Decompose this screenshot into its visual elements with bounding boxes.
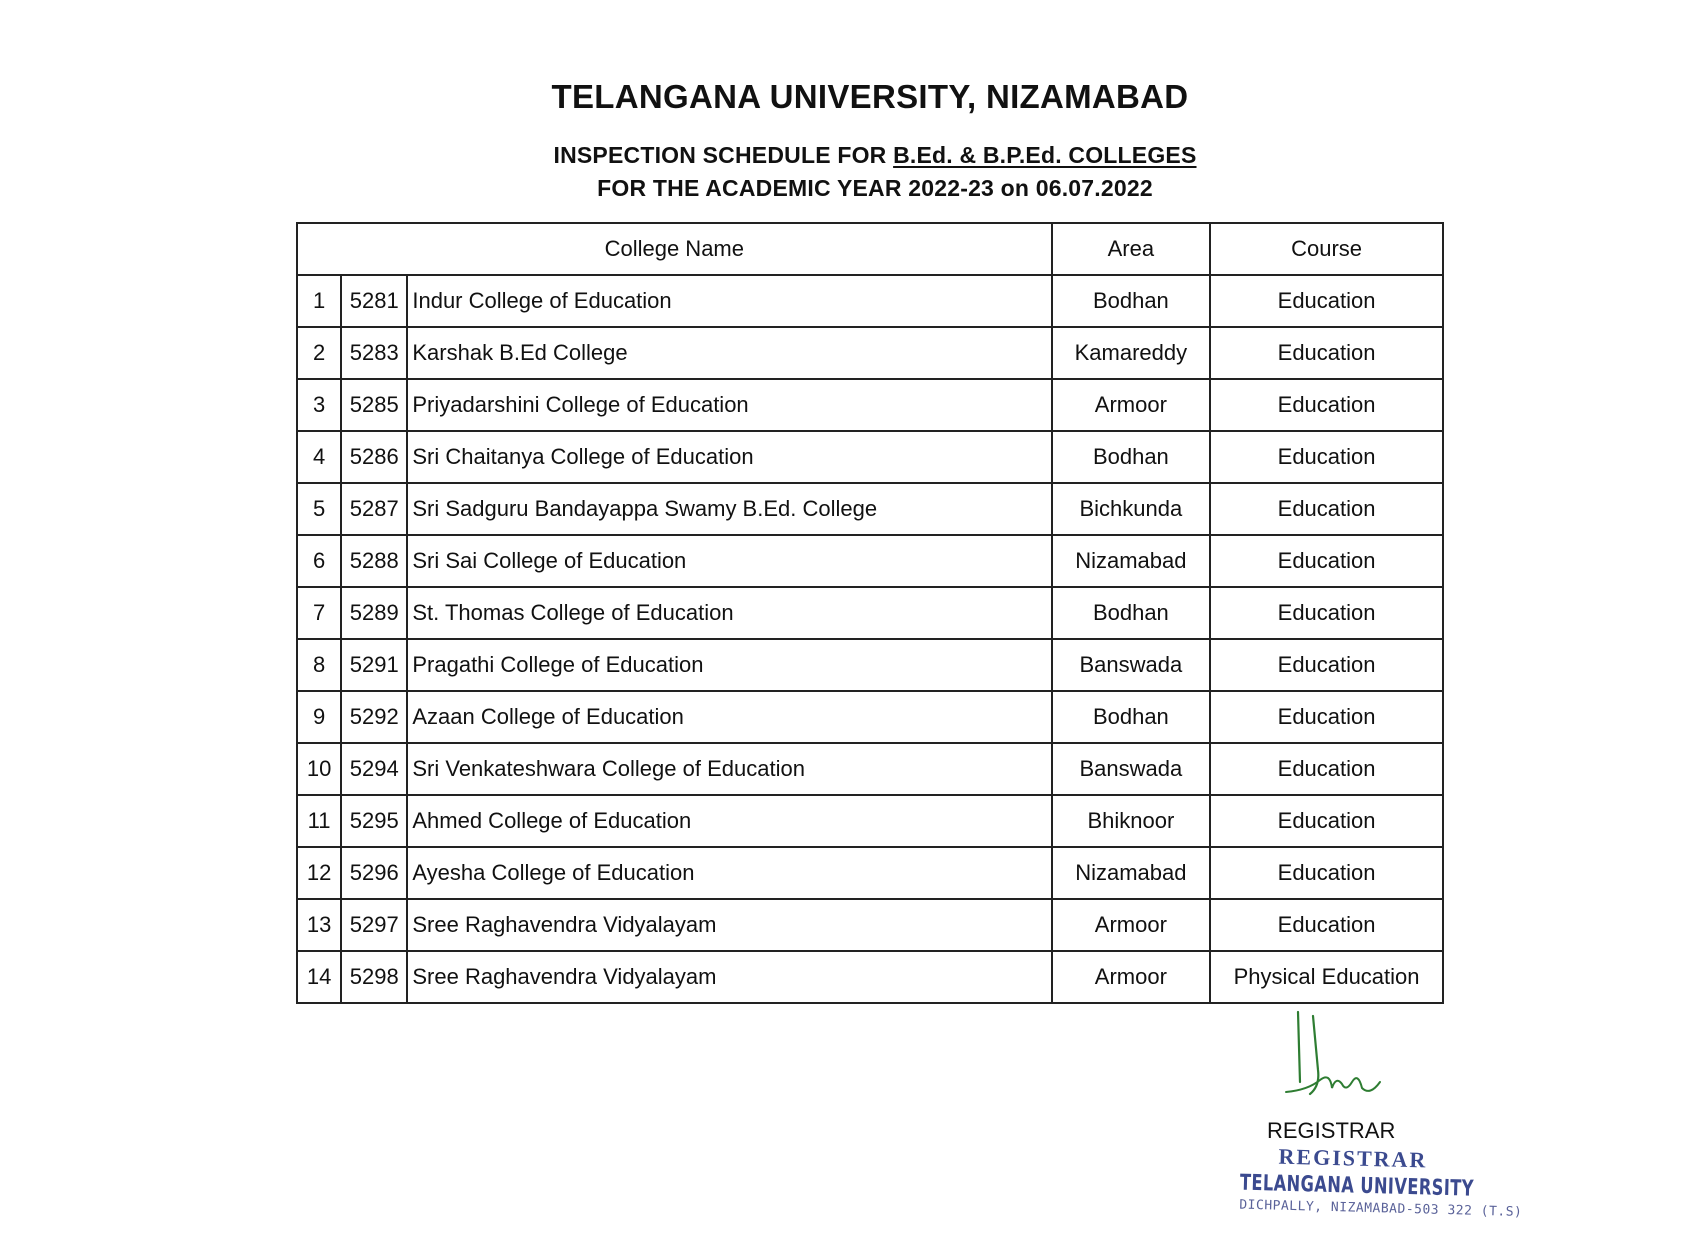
cell-serial-number: 1 bbox=[297, 275, 341, 327]
cell-college-name: Azaan College of Education bbox=[407, 691, 1051, 743]
cell-serial-number: 12 bbox=[297, 847, 341, 899]
table-row bbox=[297, 743, 1443, 795]
table-header-row bbox=[297, 223, 1443, 275]
cell-course: Education bbox=[1210, 587, 1443, 639]
table-row bbox=[297, 951, 1443, 1003]
cell-serial-number: 6 bbox=[297, 535, 341, 587]
table-row bbox=[297, 483, 1443, 535]
cell-college-name: Ahmed College of Education bbox=[407, 795, 1051, 847]
cell-area: Bodhan bbox=[1052, 275, 1211, 327]
cell-course: Education bbox=[1210, 327, 1443, 379]
cell-college-code: 5286 bbox=[341, 431, 407, 483]
table-row bbox=[297, 431, 1443, 483]
registrar-signature bbox=[1280, 1010, 1390, 1120]
cell-college-name: Ayesha College of Education bbox=[407, 847, 1051, 899]
cell-area: Armoor bbox=[1052, 951, 1211, 1003]
cell-area: Nizamabad bbox=[1052, 535, 1211, 587]
cell-serial-number: 2 bbox=[297, 327, 341, 379]
cell-area: Bichkunda bbox=[1052, 483, 1211, 535]
cell-college-name: Sri Sai College of Education bbox=[407, 535, 1051, 587]
cell-course: Education bbox=[1210, 743, 1443, 795]
cell-college-code: 5295 bbox=[341, 795, 407, 847]
cell-area: Banswada bbox=[1052, 639, 1211, 691]
cell-course: Education bbox=[1210, 275, 1443, 327]
document-subtitle-line2: FOR THE ACADEMIC YEAR 2022-23 on 06.07.2022 bbox=[597, 175, 1153, 201]
table-row bbox=[297, 379, 1443, 431]
cell-area: Bhiknoor bbox=[1052, 795, 1211, 847]
cell-course: Education bbox=[1210, 535, 1443, 587]
cell-area: Bodhan bbox=[1052, 691, 1211, 743]
cell-area: Banswada bbox=[1052, 743, 1211, 795]
header-college-name: College Name bbox=[297, 223, 1052, 275]
cell-area: Bodhan bbox=[1052, 431, 1211, 483]
cell-college-code: 5287 bbox=[341, 483, 407, 535]
header-course: Course bbox=[1210, 223, 1443, 275]
cell-serial-number: 10 bbox=[297, 743, 341, 795]
cell-serial-number: 4 bbox=[297, 431, 341, 483]
cell-college-code: 5296 bbox=[341, 847, 407, 899]
table-row bbox=[297, 587, 1443, 639]
cell-serial-number: 13 bbox=[297, 899, 341, 951]
cell-college-code: 5285 bbox=[341, 379, 407, 431]
cell-college-name: Indur College of Education bbox=[407, 275, 1051, 327]
table-row bbox=[297, 899, 1443, 951]
signature-block bbox=[1239, 1010, 1523, 1230]
cell-course: Education bbox=[1210, 483, 1443, 535]
document-title: TELANGANA UNIVERSITY, NIZAMABAD bbox=[551, 78, 1189, 115]
stamp-line-university: TELANGANA UNIVERSITY bbox=[1239, 1170, 1475, 1202]
table-row bbox=[297, 847, 1443, 899]
cell-college-name: Sree Raghavendra Vidyalayam bbox=[407, 951, 1051, 1003]
stamp-line-address: DICHPALLY, NIZAMABAD-503 322 (T.S) bbox=[1239, 1197, 1523, 1220]
table-row bbox=[297, 639, 1443, 691]
cell-serial-number: 9 bbox=[297, 691, 341, 743]
document-subtitle bbox=[0, 142, 1700, 169]
cell-college-name: St. Thomas College of Education bbox=[407, 587, 1051, 639]
cell-area: Nizamabad bbox=[1052, 847, 1211, 899]
cell-college-code: 5283 bbox=[341, 327, 407, 379]
table-body bbox=[297, 275, 1443, 1003]
cell-serial-number: 14 bbox=[297, 951, 341, 1003]
subtitle-underlined: B.Ed. & B.P.Ed. COLLEGES bbox=[893, 142, 1197, 168]
cell-area: Kamareddy bbox=[1052, 327, 1211, 379]
cell-college-code: 5289 bbox=[341, 587, 407, 639]
header-area: Area bbox=[1052, 223, 1211, 275]
cell-college-name: Sree Raghavendra Vidyalayam bbox=[407, 899, 1051, 951]
cell-college-code: 5298 bbox=[341, 951, 407, 1003]
cell-college-code: 5288 bbox=[341, 535, 407, 587]
cell-serial-number: 11 bbox=[297, 795, 341, 847]
cell-course: Education bbox=[1210, 379, 1443, 431]
cell-course: Physical Education bbox=[1210, 951, 1443, 1003]
cell-course: Education bbox=[1210, 691, 1443, 743]
cell-course: Education bbox=[1210, 795, 1443, 847]
table-row bbox=[297, 691, 1443, 743]
table-row bbox=[297, 795, 1443, 847]
cell-serial-number: 7 bbox=[297, 587, 341, 639]
cell-area: Armoor bbox=[1052, 899, 1211, 951]
cell-college-code: 5281 bbox=[341, 275, 407, 327]
cell-college-code: 5292 bbox=[341, 691, 407, 743]
registrar-label: REGISTRAR bbox=[1267, 1118, 1396, 1143]
cell-college-name: Sri Sadguru Bandayappa Swamy B.Ed. College bbox=[407, 483, 1051, 535]
cell-course: Education bbox=[1210, 899, 1443, 951]
cell-course: Education bbox=[1210, 431, 1443, 483]
cell-area: Bodhan bbox=[1052, 587, 1211, 639]
cell-course: Education bbox=[1210, 639, 1443, 691]
table-row bbox=[297, 327, 1443, 379]
cell-college-name: Priyadarshini College of Education bbox=[407, 379, 1051, 431]
cell-college-code: 5297 bbox=[341, 899, 407, 951]
cell-serial-number: 5 bbox=[297, 483, 341, 535]
subtitle-prefix: INSPECTION SCHEDULE FOR bbox=[553, 142, 894, 168]
table-row bbox=[297, 535, 1443, 587]
stamp-line-title: REGISTRAR bbox=[1278, 1143, 1428, 1173]
cell-college-name: Pragathi College of Education bbox=[407, 639, 1051, 691]
cell-course: Education bbox=[1210, 847, 1443, 899]
cell-college-code: 5294 bbox=[341, 743, 407, 795]
cell-college-name: Sri Venkateshwara College of Education bbox=[407, 743, 1051, 795]
inspection-schedule-table bbox=[296, 222, 1444, 1004]
cell-college-name: Karshak B.Ed College bbox=[407, 327, 1051, 379]
cell-area: Armoor bbox=[1052, 379, 1211, 431]
cell-serial-number: 3 bbox=[297, 379, 341, 431]
table-row bbox=[297, 275, 1443, 327]
cell-college-name: Sri Chaitanya College of Education bbox=[407, 431, 1051, 483]
cell-serial-number: 8 bbox=[297, 639, 341, 691]
registrar-stamp bbox=[1239, 1143, 1523, 1220]
cell-college-code: 5291 bbox=[341, 639, 407, 691]
